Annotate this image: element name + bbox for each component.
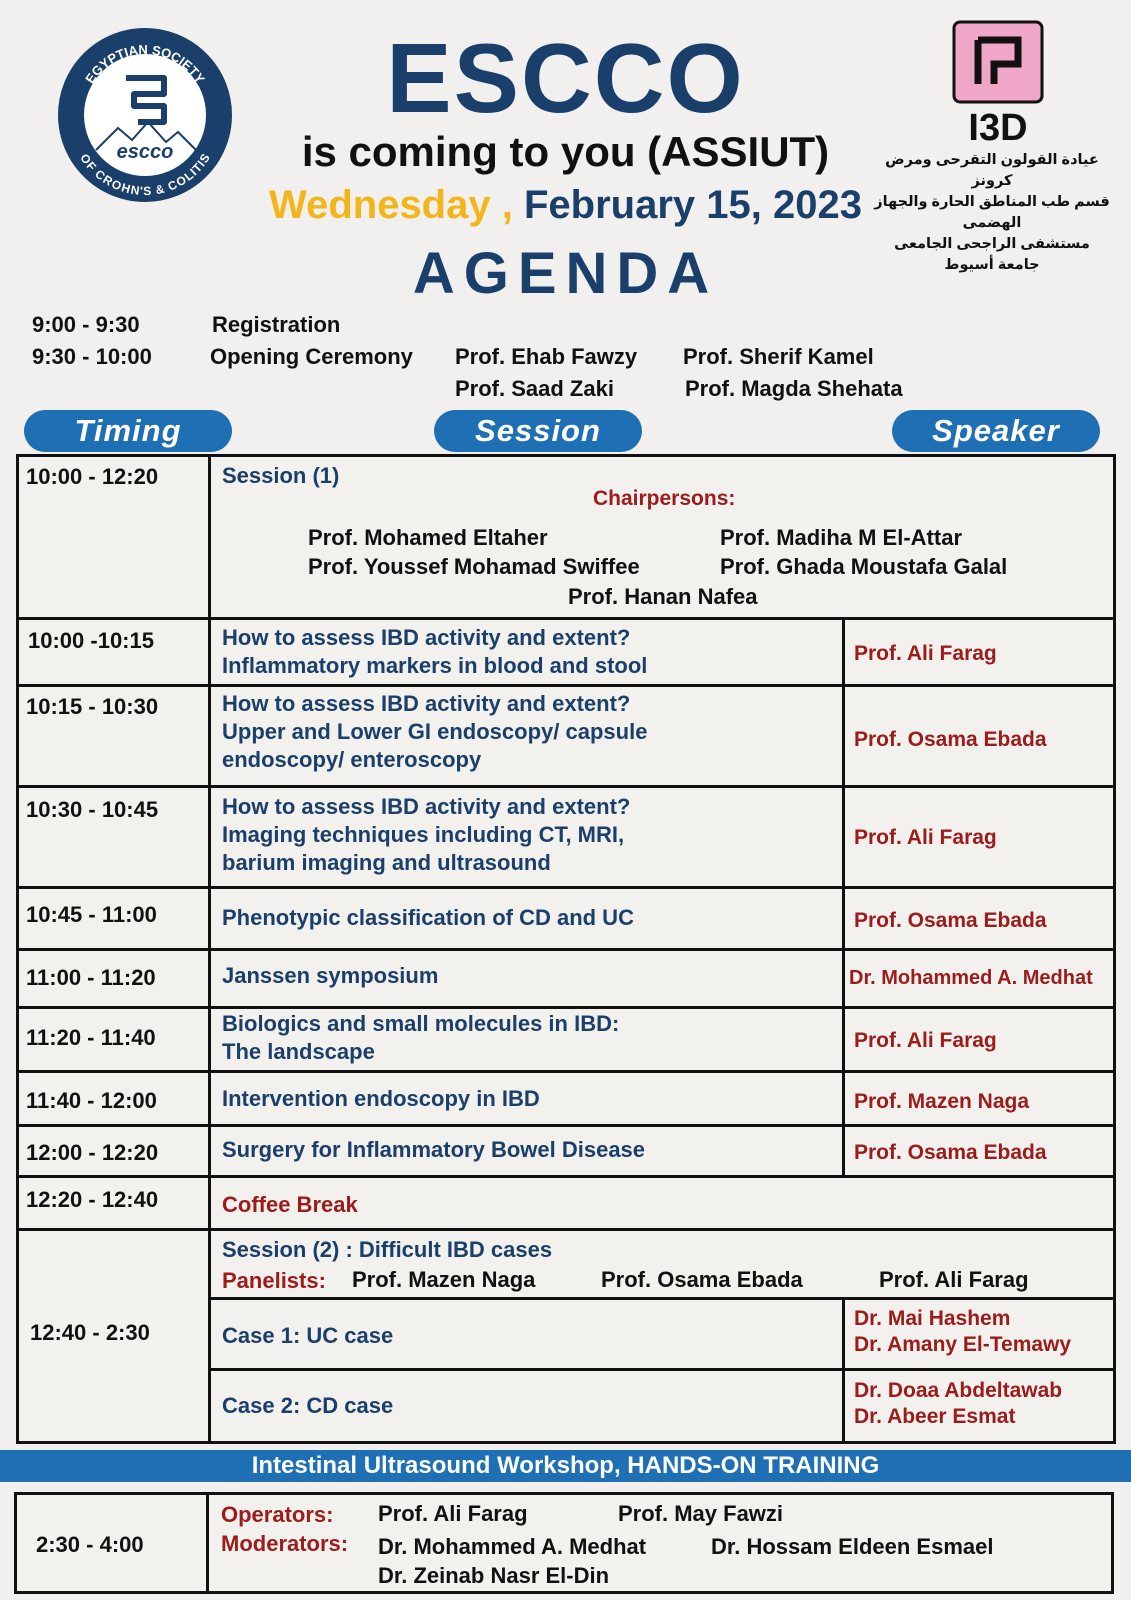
row-divider <box>16 1070 1116 1073</box>
row-topic <box>222 962 438 990</box>
case1-speakers <box>854 1306 1071 1358</box>
row-topic-line: Surgery for Inflammatory Bowel Disease <box>222 1137 646 1162</box>
opening-speaker: Prof. Sherif Kamel <box>683 344 874 369</box>
opening-speaker: Prof. Saad Zaki <box>455 376 614 401</box>
speaker-column-header: Speaker <box>892 410 1100 452</box>
row-divider <box>16 1175 1116 1178</box>
moderators-label: Moderators: <box>221 1531 349 1556</box>
arabic-line: عيادة القولون التقرحى ومرض كرونز <box>885 152 1099 189</box>
chairperson: Prof. Hanan Nafea <box>568 584 758 609</box>
row-speaker: Dr. Mohammed A. Medhat <box>849 967 1093 989</box>
row-topic <box>222 1085 540 1113</box>
row-time: 11:20 - 11:40 <box>26 1025 156 1050</box>
chairperson: Prof. Mohamed Eltaher <box>308 525 548 550</box>
arabic-line: قسم طب المناطق الحارة والجهاز الهضمى <box>874 194 1110 231</box>
table-divider <box>842 1300 845 1444</box>
row-topic-line: Imaging techniques including CT, MRI, <box>222 822 625 847</box>
row-topic-line: barium imaging and ultrasound <box>222 850 551 875</box>
case2-label: Case 2: CD case <box>222 1393 394 1418</box>
operators-label: Operators: <box>221 1502 334 1527</box>
session2-title: Session (2) : Difficult IBD cases <box>222 1237 553 1262</box>
page-subtitle: is coming to you (ASSIUT) <box>301 128 830 175</box>
row-time: 10:45 - 11:00 <box>26 902 157 927</box>
row-topic-line: How to assess IBD activity and extent? <box>222 625 631 650</box>
row-topic <box>222 904 634 932</box>
agenda-heading: AGENDA <box>412 241 719 306</box>
chairperson: Prof. Youssef Mohamad Swiffee <box>308 554 640 579</box>
opening-speaker: Prof. Magda Shehata <box>685 376 903 401</box>
row-topic <box>222 793 630 877</box>
session1-title: Session (1) <box>222 463 340 488</box>
row-speaker: Prof. Ali Farag <box>854 826 997 849</box>
row-topic <box>222 1010 619 1066</box>
operator: Prof. May Fawzi <box>618 1501 784 1526</box>
row-topic-line: How to assess IBD activity and extent? <box>222 794 631 819</box>
session-column-header: Session <box>434 410 642 452</box>
chairperson: Prof. Ghada Moustafa Galal <box>720 554 1008 579</box>
row-divider <box>16 948 1116 951</box>
opening-time: 9:30 - 10:00 <box>32 344 152 369</box>
row-topic-line: endoscopy/ enteroscopy <box>222 747 482 772</box>
timing-column-header: Timing <box>24 410 232 452</box>
operator: Prof. Ali Farag <box>378 1501 528 1526</box>
registration-time: 9:00 - 9:30 <box>32 312 140 337</box>
moderator: Dr. Hossam Eldeen Esmael <box>711 1534 994 1559</box>
row-divider <box>208 1297 1116 1300</box>
arabic-line: مستشفى الراجحى الجامعى <box>894 236 1090 252</box>
date-separator: , <box>490 183 524 227</box>
row-divider <box>16 1124 1116 1127</box>
moderator: Dr. Mohammed A. Medhat <box>378 1534 647 1559</box>
chairperson: Prof. Madiha M El-Attar <box>720 525 963 550</box>
row-topic-line: Intervention endoscopy in IBD <box>222 1086 540 1111</box>
coffee-break-label: Coffee Break <box>222 1192 358 1217</box>
panelist: Prof. Osama Ebada <box>601 1267 803 1292</box>
row-speaker: Prof. Mazen Naga <box>854 1090 1030 1113</box>
opening-speaker: Prof. Ehab Fawzy <box>455 344 638 369</box>
workshop-banner: Intestinal Ultrasound Workshop, HANDS-ON TRAINING <box>0 1450 1131 1482</box>
case2-speakers <box>854 1378 1062 1430</box>
coffee-time: 12:20 - 12:40 <box>26 1187 159 1212</box>
registration-label: Registration <box>212 312 341 337</box>
case1-label: Case 1: UC case <box>222 1323 394 1348</box>
moderator: Dr. Zeinab Nasr El-Din <box>378 1563 610 1588</box>
row-divider <box>16 1006 1116 1009</box>
row-divider <box>16 785 1116 788</box>
case-speaker: Dr. Doaa Abdeltawab <box>854 1379 1063 1402</box>
row-topic <box>222 1136 645 1164</box>
panelist: Prof. Mazen Naga <box>352 1267 536 1292</box>
workshop-divider <box>206 1492 209 1594</box>
row-divider <box>16 684 1116 687</box>
chairpersons-label: Chairpersons: <box>593 487 736 510</box>
case-speaker: Dr. Abeer Esmat <box>854 1405 1016 1428</box>
workshop-time: 2:30 - 4:00 <box>36 1532 144 1557</box>
row-topic <box>222 624 647 680</box>
row-speaker: Prof. Ali Farag <box>854 1029 997 1052</box>
row-topic-line: Upper and Lower GI endoscopy/ capsule <box>222 719 648 744</box>
session1-time: 10:00 - 12:20 <box>26 464 159 489</box>
row-topic-line: Biologics and small molecules in IBD: <box>222 1011 620 1036</box>
arabic-affiliation <box>872 150 1112 276</box>
panelist: Prof. Ali Farag <box>879 1267 1029 1292</box>
event-day: Wednesday <box>269 183 491 227</box>
panelists-label: Panelists: <box>222 1268 326 1293</box>
logo-brand-text: escco <box>116 141 174 163</box>
i3d-logo-text: I3D <box>968 107 1028 148</box>
row-topic-line: Phenotypic classification of CD and UC <box>222 905 634 930</box>
row-time: 10:15 - 10:30 <box>26 694 159 719</box>
row-time: 11:00 - 11:20 <box>26 965 156 990</box>
row-time: 12:00 - 12:20 <box>26 1140 159 1165</box>
row-time: 11:40 - 12:00 <box>26 1088 157 1113</box>
row-speaker: Prof. Ali Farag <box>854 642 997 665</box>
row-topic-line: Inflammatory markers in blood and stool <box>222 653 648 678</box>
row-speaker: Prof. Osama Ebada <box>854 1141 1047 1164</box>
row-divider <box>16 1228 1116 1231</box>
event-date-text: February 15, 2023 <box>523 183 862 227</box>
row-topic-line: Janssen symposium <box>222 963 439 988</box>
table-divider <box>842 620 845 1175</box>
case-speaker: Dr. Mai Hashem <box>854 1307 1011 1330</box>
logo-arc-top: EGYPTIAN SOCIETY <box>82 41 208 86</box>
case-speaker: Dr. Amany El-Temawy <box>854 1333 1072 1356</box>
row-speaker: Prof. Osama Ebada <box>854 728 1047 751</box>
session2-time: 12:40 - 2:30 <box>30 1320 150 1345</box>
opening-label: Opening Ceremony <box>210 344 413 369</box>
logo-arc-bottom: OF CROHN'S & COLITIS <box>77 151 213 198</box>
row-divider <box>16 886 1116 889</box>
arabic-line: جامعة أسيوط <box>944 257 1040 273</box>
row-topic-line: The landscape <box>222 1039 375 1064</box>
row-time: 10:30 - 10:45 <box>26 797 159 822</box>
row-topic <box>222 690 647 774</box>
page-title: ESCCO <box>386 23 745 133</box>
row-divider <box>208 1368 1116 1371</box>
row-time: 10:00 -10:15 <box>28 628 154 653</box>
row-divider <box>16 617 1116 620</box>
row-topic-line: How to assess IBD activity and extent? <box>222 691 631 716</box>
row-speaker: Prof. Osama Ebada <box>854 909 1047 932</box>
